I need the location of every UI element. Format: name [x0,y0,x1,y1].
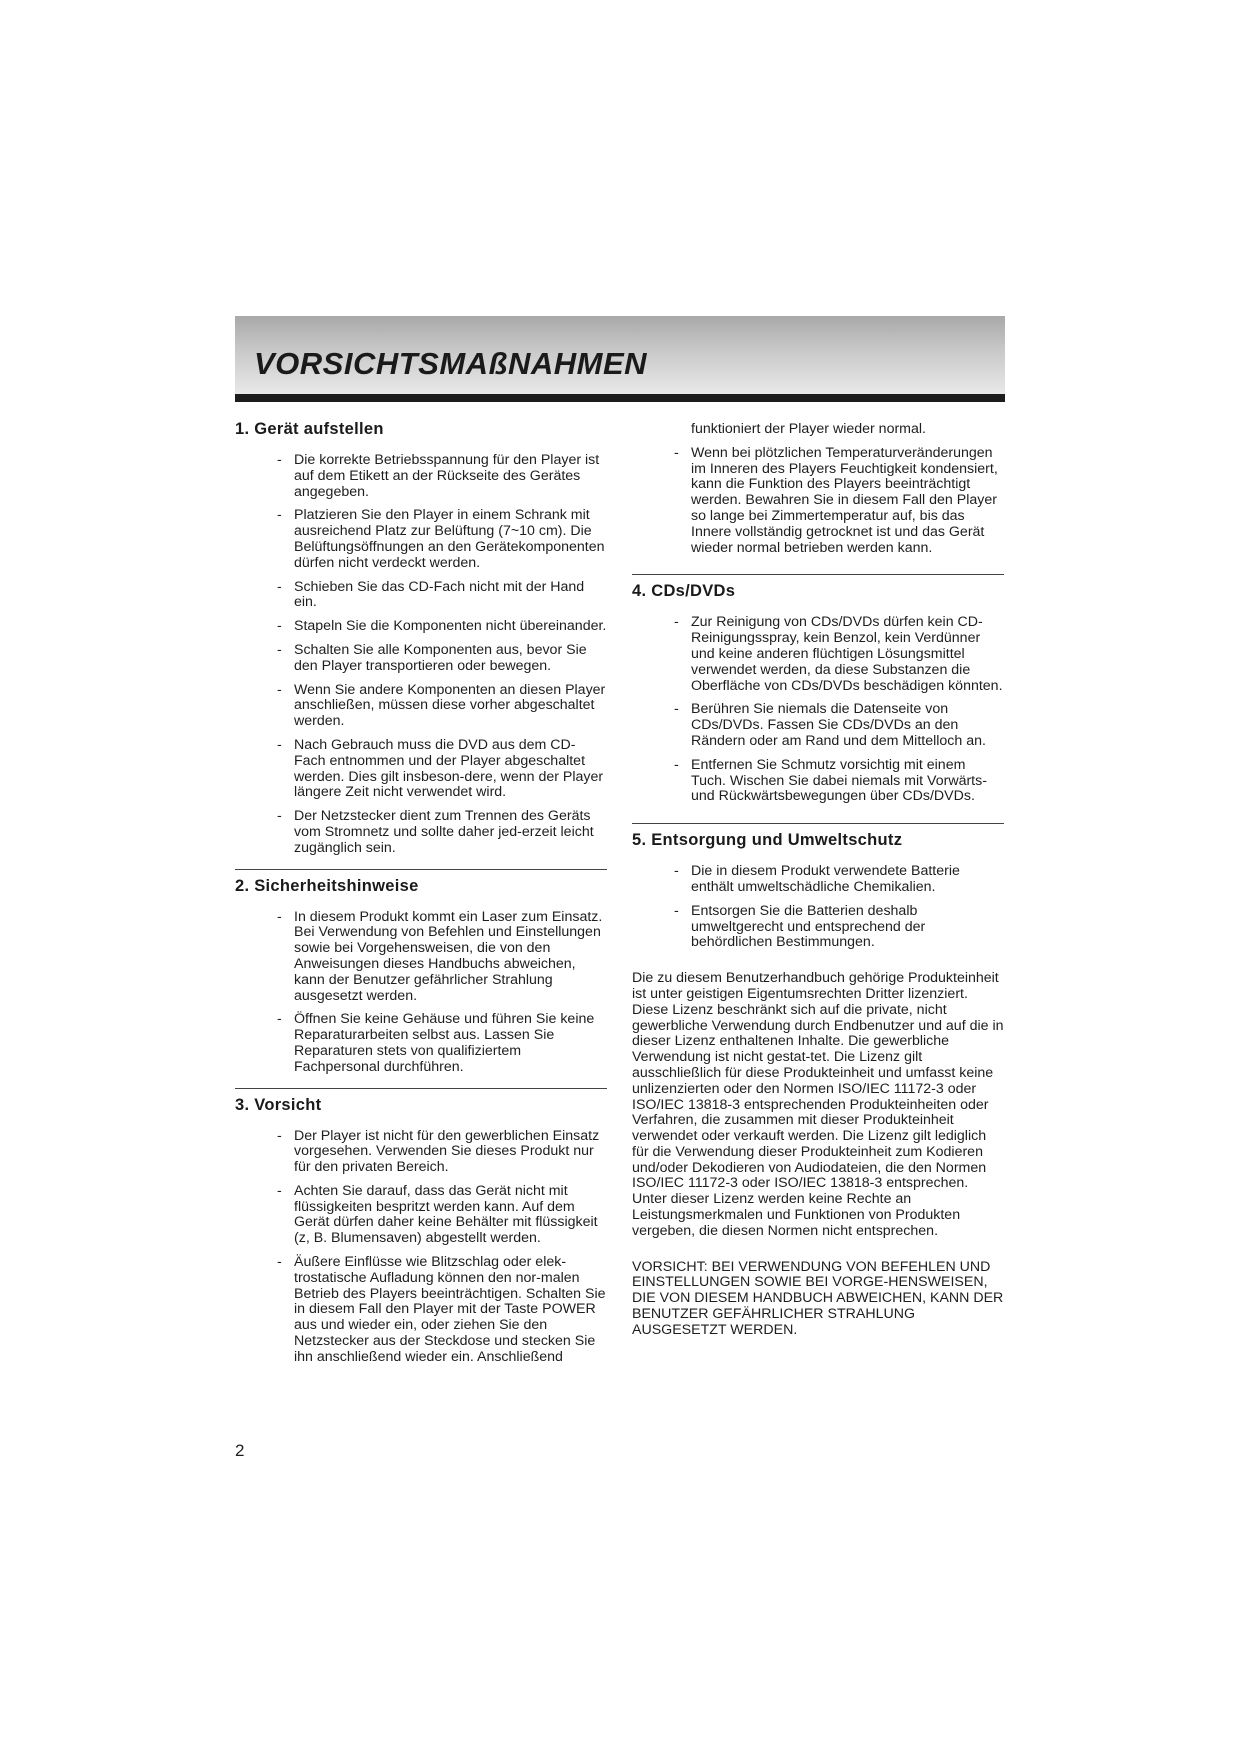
bullet-list [632,864,1004,951]
bullet-list [235,453,607,857]
bullet-list [632,615,1004,805]
list-item: - Schieben Sie das CD-Fach nicht mit der Hand ein. [277,578,585,611]
list-item: - Der Player ist nicht für den gewerblichen Einsatz vorgesehen. Verwenden Sie dieses Produkt nur für den privaten Bereich. [277,1127,600,1176]
section-sicherheitshinweise [235,869,607,1076]
section-cds-dvds [632,574,1004,805]
section-heading: 2. Sicherheitshinweise [235,876,419,895]
section-heading: 3. Vorsicht [235,1095,322,1114]
list-item: - Zur Reinigung von CDs/DVDs dürfen kein CD-Reinigungsspray, kein Benzol, kein Verdünner und keine anderen flüchtigen Lösungsmittel verwendet werden, da diese Substanzen die Oberfläche von CDs/DVDs beschädigen könnten. [674,614,1003,694]
list-item: - Achten Sie darauf, dass das Gerät nicht mit flüssigkeiten bespritzt werden kann. Auf dem Gerät dürfen daher keine Behälter mit flüssigkeit (z, B. Blumensaven) abgestellt werden. [277,1182,598,1247]
list-item: - In diesem Produkt kommt ein Laser zum Einsatz. Bei Verwendung von Befehlen und Einstellungen sowie bei Vorgehensweisen, die von den Anweisungen dieses Handbuchs abweichen, kann der Benutzer gefährlicher Strahlung ausgesetzt werden. [277,908,603,1004]
warning-paragraph: VORSICHT: BEI VERWENDUNG VON BEFEHLEN UND EINSTELLUNGEN SOWIE BEI VORGE-HENSWEISEN, DIE VON DIESEM HANDBUCH ABWEICHEN, KANN DER BENUTZER GEFÄHRLICHER STRAHLUNG AUSGESETZT WERDEN. [632,1258,1004,1338]
list-item: - Äußere Einflüsse wie Blitzschlag oder elek-trostatische Aufladung können den nor-malen Betrieb des Players beeinträchtigen. Schalten Sie in diesem Fall den Player mit der Taste POWER aus und wieder ein, oder ziehen Sie den Netzstecker aus der Steckdose und stecken Sie ihn anschließend wieder ein. Anschließend [277,1254,606,1365]
continuation-list [632,422,1004,556]
page-title: VORSICHTSMAßNAHMEN [254,346,648,381]
list-item: - Platzieren Sie den Player in einem Schrank mit ausreichend Platz zur Belüftung (7~10 cm). Die Belüftungsöffnungen an den Gerätekomponenten dürfen nicht verdeckt werden. [277,507,605,571]
list-item: - Entsorgen Sie die Batterien deshalb umweltgerecht und entsprechend der behördlichen Bestimmungen. [674,902,926,951]
bullet-list [235,910,607,1076]
list-item: - Berühren Sie niemals die Datenseite von CDs/DVDs. Fassen Sie CDs/DVDs an den Rändern oder am Rand und dem Mittelloch an. [674,701,986,749]
left-column [235,420,607,1374]
list-item: - Nach Gebrauch muss die DVD aus dem CD-Fach entnommen und der Player abgeschaltet werden. Dies gilt insbeson-dere, wenn der Player längere Zeit nicht verwendet wird. [277,736,604,801]
list-item: - Schalten Sie alle Komponenten aus, bevor Sie den Player transportieren oder bewegen. [277,641,587,674]
section-geraet-aufstellen [235,420,607,857]
list-item: - Stapeln Sie die Komponenten nicht übereinander. [277,618,607,635]
page-number: 2 [235,1441,245,1460]
list-item-continuation: funktioniert der Player wieder normal. [691,421,926,437]
section-entsorgung [632,823,1004,951]
right-column [632,420,1004,1339]
section-heading: 1. Gerät aufstellen [235,420,384,438]
list-item: - Die in diesem Produkt verwendete Batterie enthält umweltschädliche Chemikalien. [674,863,960,895]
list-item: - Wenn bei plötzlichen Temperaturveränderungen im Inneren des Players Feuchtigkeit kondensiert, kann die Funktion des Players beeinträchtigt werden. Bewahren Sie in diesem Fall den Player so lange bei Zimmertemperatur auf, bis das Innere vollständig getrocknet ist und das Gerät wieder normal betrieben werden kann. [674,444,998,556]
section-vorsicht [235,1088,607,1366]
license-paragraph: Die zu diesem Benutzerhandbuch gehörige Produkteinheit ist unter geistigen Eigentumsrechten Dritter lizenziert. Diese Lizenz beschränkt sich auf die private, nicht gewerbliche Verwendung durch Endbenutzer und auf die in dieser Lizenz enthaltenen Inhalte. Die gewerbliche Verwendung ist nicht gestat-tet. Die Lizenz gilt ausschließlich für diese Produkteinheit und umfasst keine unlizenzierten oder den Normen ISO/IEC 11172-3 oder ISO/IEC 13818-3 entsprechenden Produkteinheiten oder Verfahren, die zusammen mit dieser Produkteinheit verwendet oder verkauft werden. Die Lizenz gilt lediglich für die Verwendung dieser Produkteinheit zum Kodieren und/oder Dekodieren von Audiodateien, die den Normen ISO/IEC 11172-3 oder ISO/IEC 13818-3 entsprechen. Unter dieser Lizenz werden keine Rechte an Leistungsmerkmalen und Funktionen von Produkten vergeben, die diesen Normen nicht entsprechen. [632,970,1004,1239]
list-item: - Öffnen Sie keine Gehäuse und führen Sie keine Reparaturarbeiten selbst aus. Lassen Sie Reparaturen stets von qualifiziertem Fachpersonal durchführen. [277,1011,595,1075]
title-underline-bar [235,394,1005,402]
list-item: - Der Netzstecker dient zum Trennen des Geräts vom Stromnetz und sollte daher jed-erzeit leicht zugänglich sein. [277,808,594,856]
section-heading: 5. Entsorgung und Umweltschutz [632,831,903,850]
section-heading: 4. CDs/DVDs [632,582,736,601]
bullet-list [235,1129,607,1366]
list-item: - Wenn Sie andere Komponenten an diesen Player anschließen, müssen diese vorher abgeschaltet werden. [277,681,606,730]
list-item: - Die korrekte Betriebsspannung für den Player ist auf dem Etikett an der Rückseite des Gerätes angegeben. [277,452,600,500]
list-item: - Entfernen Sie Schmutz vorsichtig mit einem Tuch. Wischen Sie dabei niemals mit Vorwärts- und Rückwärtsbewegungen über CDs/DVDs. [674,756,987,805]
